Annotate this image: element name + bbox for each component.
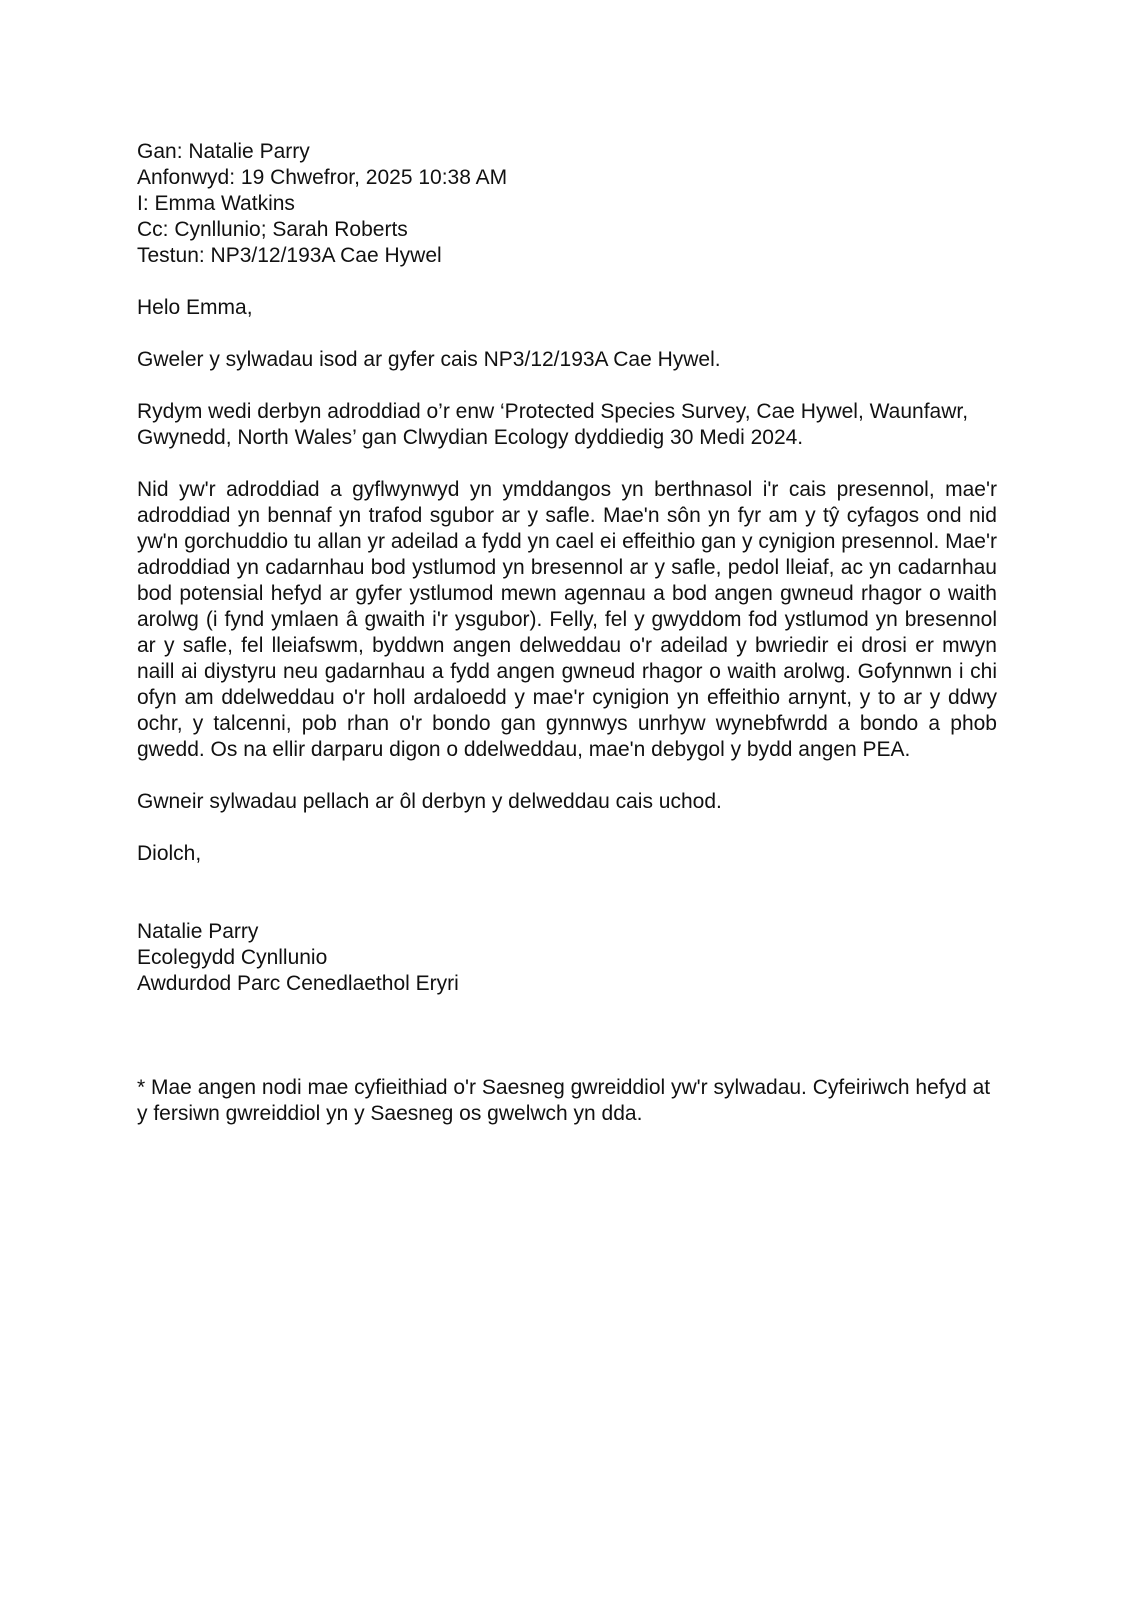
email-header [137, 139, 997, 269]
cc-line: Cc: Cynllunio; Sarah Roberts [137, 218, 408, 241]
further-comments-paragraph: Gwneir sylwadau pellach ar ôl derbyn y delweddau cais uchod. [137, 790, 722, 813]
subject-line: Testun: NP3/12/193A Cae Hywel [137, 244, 442, 267]
intro-paragraph: Gweler y sylwadau isod ar gyfer cais NP3/12/193A Cae Hywel. [137, 348, 721, 371]
signature-role: Ecolegydd Cynllunio [137, 946, 328, 969]
from-line: Gan: Natalie Parry [137, 140, 310, 163]
main-comments-paragraph: Nid yw'r adroddiad a gyflwynwyd yn ymddangos yn berthnasol i'r cais presennol, mae'r adroddiad yn bennaf yn trafod sgubor ar y safle. Mae'n sôn yn fyr am y tŷ cyfagos ond nid yw'n gorchuddio tu allan yr adeilad a fydd yn cael ei effeithio gan y cynigion presennol. Mae'r adroddiad yn cadarnhau bod ystlumod yn bresennol ar y safle, pedol lleiaf, ac yn cadarnhau bod potensial hefyd ar gyfer ystlumod mewn agennau a bod angen gwneud rhagor o waith arolwg (i fynd ymlaen â gwaith i'r ysgubor). Felly, fel y gwyddom fod ystlumod yn bresennol ar y safle, fel lleiafswm, byddwn angen delweddau o'r adeilad y bwriedir ei drosi er mwyn naill ai diystyru neu gadarnhau a fydd angen gwneud rhagor o waith arolwg. Gofynnwn i chi ofyn am ddelweddau o'r holl ardaloedd y mae'r cynigion yn effeithio arnynt, y to ar y ddwy ochr, y talcenni, pob rhan o'r bondo gan gynnwys unrhyw wynebfwrdd a bondo a phob gwedd. Os na ellir darparu digon o ddelweddau, mae'n debygol y bydd angen PEA. [137, 478, 997, 761]
report-received-paragraph: Rydym wedi derbyn adroddiad o’r enw ‘Protected Species Survey, Cae Hywel, Waunfawr, Gwynedd, North Wales’ gan Clwydian Ecology dyddiedig 30 Medi 2024. [137, 400, 969, 449]
greeting: Helo Emma, [137, 296, 253, 319]
translation-footnote: * Mae angen nodi mae cyfieithiad o'r Saesneg gwreiddiol yw'r sylwadau. Cyfeiriwch hefyd at y fersiwn gwreiddiol yn y Saesneg os gwelwch yn dda. [137, 1076, 991, 1125]
sent-line: Anfonwyd: 19 Chwefror, 2025 10:38 AM [137, 166, 508, 189]
signature-name: Natalie Parry [137, 920, 259, 943]
to-line: I: Emma Watkins [137, 192, 295, 215]
signature-organisation: Awdurdod Parc Cenedlaethol Eryri [137, 972, 459, 995]
closing: Diolch, [137, 842, 202, 865]
letter-page [137, 139, 997, 1127]
signature-block [137, 919, 997, 997]
